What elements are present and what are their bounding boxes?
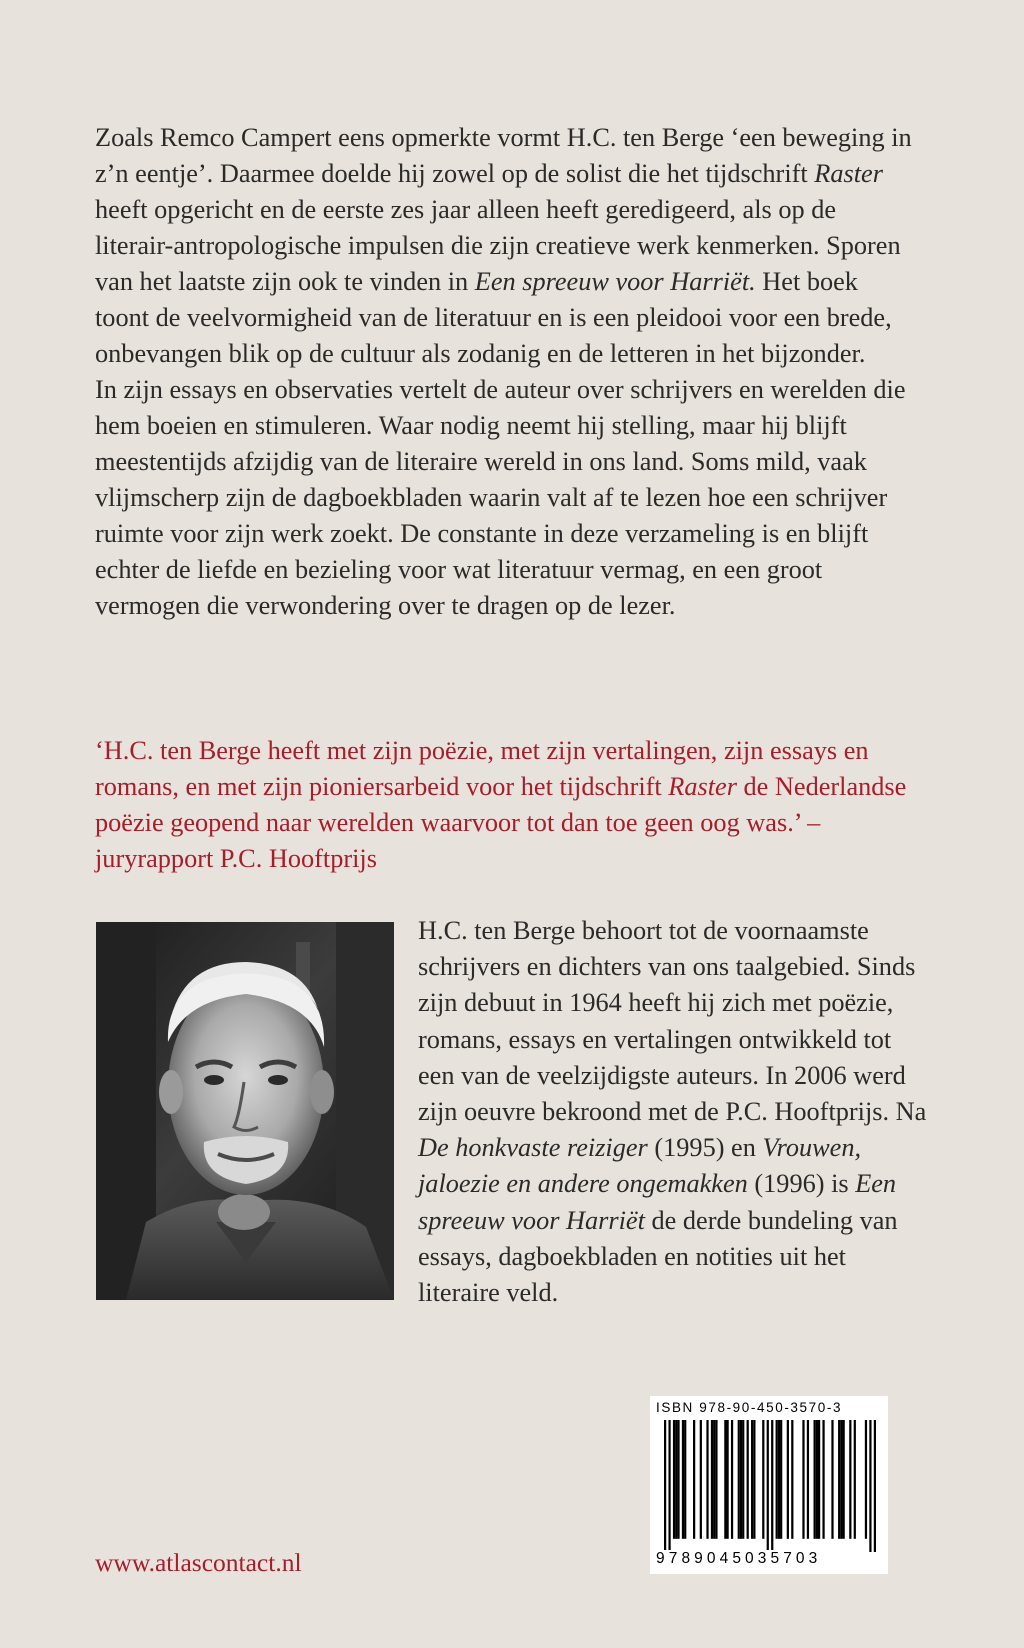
barcode-bar — [802, 1420, 804, 1539]
jury-quote — [95, 733, 915, 877]
barcode-bar — [700, 1420, 702, 1539]
barcode-bar — [740, 1420, 742, 1539]
barcode-bar — [831, 1420, 833, 1539]
bio-title-2: Vrouwen, jaloezie en andere ongemakken — [418, 1133, 862, 1199]
barcode-bars — [664, 1420, 876, 1552]
barcode-bar — [849, 1420, 851, 1539]
author-photo — [96, 922, 394, 1300]
barcode-bar — [747, 1420, 749, 1539]
barcode-bar — [668, 1420, 670, 1552]
barcode-bar — [816, 1420, 818, 1539]
blurb-part-2: heeft opgericht en de eerste zes jaar alleen heeft geredigeerd, als op de literair-antropologische impulsen die zijn creatieve werk kenmerken. Sporen van het laatste zijn ook te vinden in — [95, 195, 901, 296]
barcode-bar — [869, 1420, 871, 1552]
barcode-bar — [762, 1420, 764, 1539]
author-bio — [418, 913, 928, 1311]
barcode-bar — [818, 1420, 820, 1539]
barcode-bar — [854, 1420, 856, 1539]
barcode-bar — [838, 1420, 840, 1539]
barcode-bar — [713, 1420, 715, 1539]
barcode-bar — [684, 1420, 686, 1539]
barcode-bar — [767, 1420, 769, 1552]
blurb-book-title: Een spreeuw voor Harriët. — [474, 267, 756, 296]
quote-part-1: ‘H.C. ten Berge heeft met zijn poëzie, met zijn vertalingen, zijn essays en romans, en met zijn pioniersarbeid voor het tijdschrift — [95, 736, 869, 801]
barcode-bar — [682, 1420, 684, 1539]
barcode-bar — [822, 1420, 824, 1539]
barcode-bar — [843, 1420, 845, 1539]
barcode-bar — [677, 1420, 679, 1539]
bio-part-1: H.C. ten Berge behoort tot de voornaamste schrijvers en dichters van ons taalgebied. Sinds zijn debuut in 1964 heeft hij zich met poëzie, romans, essays en vertalingen ontwikkeld tot een van de veelzijdigste auteurs. In 2006 werd zijn oeuvre bekroond met de P.C. Hooftprijs. Na — [418, 916, 927, 1127]
barcode-bar — [787, 1420, 789, 1539]
barcode-bar — [753, 1420, 755, 1539]
quote-part-2: de Nederlandse poëzie geopend naar werelden waarvoor tot dan toe geen oog was.’ – juryrapport P.C. Hooftprijs — [95, 772, 907, 873]
barcode-bar — [711, 1420, 713, 1539]
blurb-text — [95, 120, 915, 624]
barcode-bar — [865, 1420, 867, 1539]
barcode-bar — [814, 1420, 816, 1539]
bio-part-4: de derde bundeling van essays, dagboekbladen en notities uit het literaire veld. — [418, 1205, 898, 1308]
barcode-bar — [874, 1420, 876, 1552]
barcode-bar — [776, 1420, 778, 1539]
isbn-barcode — [650, 1396, 888, 1574]
barcode-bar — [706, 1420, 708, 1539]
barcode-bar — [778, 1420, 780, 1539]
barcode-bar — [751, 1420, 753, 1539]
barcode-bar — [780, 1420, 782, 1539]
blurb-part-4: In zijn essays en observaties vertelt de auteur over schrijvers en werelden die hem boeien en stimuleren. Waar nodig neemt hij stelling, maar hij blijft meestentijds afzijdig van de literaire wereld in ons land. Soms mild, vaak vlijmscherp zijn de dagboekbladen waarin valt af te lezen hoe een schrijver ruimte voor zijn werk zoekt. De constante in deze verzameling is en blijft echter de liefde en bezieling voor wat literatuur vermag, en een groot vermogen die verwondering over te dragen op de lezer. — [95, 375, 906, 620]
barcode-bar — [840, 1420, 842, 1539]
bio-part-3: (1996) is — [747, 1169, 856, 1199]
barcode-bar — [726, 1420, 728, 1539]
bio-title-3: Een spreeuw voor Harriët — [418, 1169, 897, 1235]
quote-raster-title: Raster — [668, 772, 737, 801]
barcode-digits: 9789045035703 — [656, 1550, 825, 1568]
barcode-bar — [791, 1420, 793, 1539]
barcode-bar — [731, 1420, 733, 1539]
barcode-bar — [673, 1420, 675, 1539]
barcode-bar — [738, 1420, 740, 1539]
blurb-part-3: Het boek toont de veelvormigheid van de literatuur en is een pleidooi voor een brede, onbevangen blik op de cultuur als zodanig en de letteren in het bijzonder. — [95, 267, 892, 368]
barcode-bar — [742, 1420, 744, 1539]
barcode-bar — [693, 1420, 695, 1539]
barcode-bar — [664, 1420, 666, 1552]
blurb-part-1: Zoals Remco Campert eens opmerkte vormt H.C. ten Berge ‘een beweging in z’n eentje’. Daarmee doelde hij zowel op de solist die het tijdschrift — [95, 123, 912, 188]
barcode-bar — [724, 1420, 726, 1539]
barcode-bar — [715, 1420, 717, 1539]
barcode-bar — [807, 1420, 809, 1539]
barcode-bar — [771, 1420, 773, 1552]
bio-part-2: (1995) en — [647, 1133, 763, 1163]
isbn-label: ISBN 978-90-450-3570-3 — [656, 1400, 843, 1415]
blurb-raster-title: Raster — [814, 159, 883, 188]
publisher-website: www.atlascontact.nl — [95, 1548, 302, 1577]
barcode-bar — [675, 1420, 677, 1539]
bio-title-1: De honkvaste reiziger — [418, 1133, 648, 1163]
